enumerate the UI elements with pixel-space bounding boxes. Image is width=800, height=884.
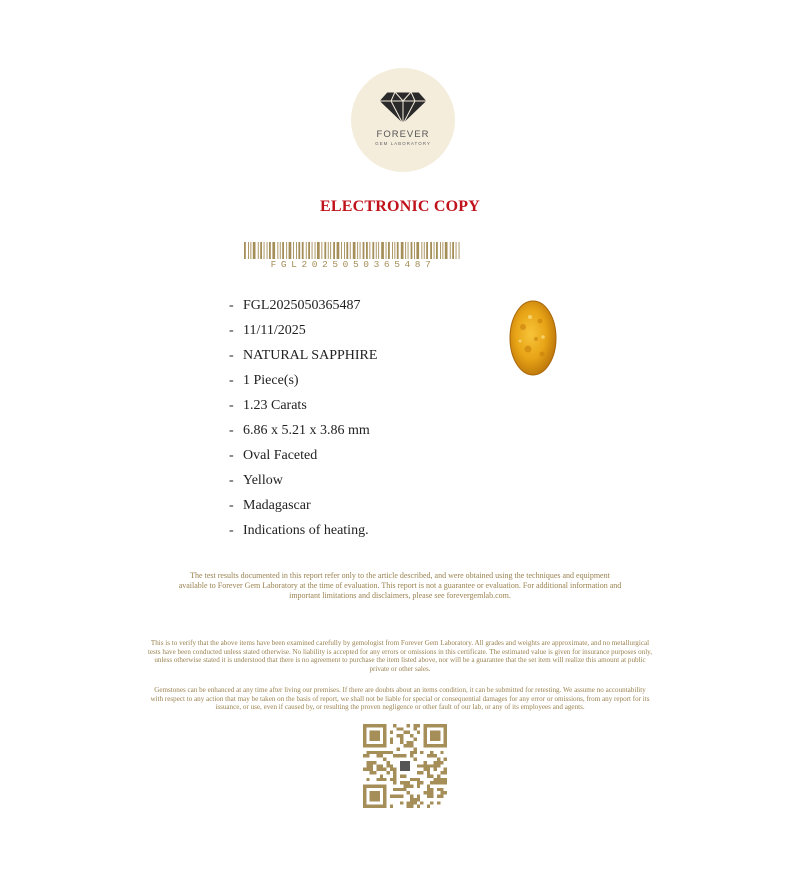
qr-module (440, 795, 443, 798)
qr-module (417, 781, 420, 784)
qr-module (366, 764, 369, 767)
qr-module (410, 798, 413, 801)
barcode-bar (315, 242, 316, 259)
qr-module (373, 771, 376, 774)
qr-module (410, 741, 413, 744)
barcode-bar (324, 242, 326, 259)
barcode-bar (456, 242, 457, 259)
barcode-bar (250, 242, 251, 259)
qr-module (413, 778, 416, 781)
qr-module (437, 764, 440, 767)
qr-module (380, 751, 383, 754)
electronic-copy-heading: ELECTRONIC COPY (320, 198, 480, 215)
barcode-bar (350, 242, 351, 259)
barcode-bar (372, 242, 374, 259)
qr-module (407, 791, 410, 794)
qr-module (393, 771, 396, 774)
qr-module (393, 778, 396, 781)
barcode-bar (434, 242, 435, 259)
qr-module (370, 771, 373, 774)
qr-center-logo (400, 761, 410, 771)
disclaimer-paragraph-1 (0, 571, 800, 602)
qr-module (440, 791, 443, 794)
qr-module (437, 758, 440, 761)
qr-module (366, 768, 369, 771)
qr-module (434, 778, 437, 781)
qr-module (410, 784, 413, 787)
qr-module (427, 764, 430, 767)
barcode-bar (360, 242, 361, 259)
barcode-bar (421, 242, 422, 259)
qr-module (420, 781, 423, 784)
barcode-bar (341, 242, 342, 259)
barcode-bar (426, 242, 428, 259)
barcode-number: FGL2025050365487 (270, 259, 436, 270)
field-value: Yellow (243, 473, 283, 488)
qr-module (407, 805, 410, 808)
qr-module (417, 771, 420, 774)
qr-module (390, 737, 393, 740)
barcode-bar (321, 242, 322, 259)
qr-module (434, 764, 437, 767)
field-separator: - (229, 398, 234, 413)
disclaimer-line: unless otherwise stated it is understood that there is no agreement to purchase the item listed above, nor will be a guarantee that the set item will realize this amount at public (154, 656, 646, 665)
qr-module (400, 788, 403, 791)
field-separator: - (229, 523, 234, 538)
qr-module (427, 795, 430, 798)
barcode-bar (272, 242, 275, 259)
qr-module (413, 748, 416, 751)
field-value: NATURAL SAPPHIRE (243, 348, 378, 363)
barcode-bar (296, 242, 297, 259)
qr-module (370, 751, 373, 754)
qr-module (437, 774, 440, 777)
logo-subtitle: GEM LABORATORY (375, 141, 431, 146)
qr-module (397, 788, 400, 791)
disclaimer-paragraph-3 (0, 686, 800, 712)
qr-module (366, 778, 369, 781)
barcode-bar (269, 242, 271, 259)
qr-module (383, 778, 386, 781)
barcode-bar (353, 242, 356, 259)
qr-module (407, 731, 410, 734)
qr-module (373, 751, 376, 754)
barcode-bar (378, 242, 379, 259)
qr-module (380, 764, 383, 767)
qr-module (417, 724, 420, 727)
qr-module (430, 774, 433, 777)
barcode-bar (264, 242, 265, 259)
barcode-bar (248, 242, 249, 259)
barcode-bar (282, 242, 284, 259)
qr-module (440, 771, 443, 774)
qr-module (390, 768, 393, 771)
qr-module (417, 784, 420, 787)
qr-module (427, 791, 430, 794)
field-separator: - (229, 498, 234, 513)
barcode-bar (289, 242, 292, 259)
qr-module (393, 781, 396, 784)
qr-module (417, 764, 420, 767)
field-value: Oval Faceted (243, 448, 318, 463)
qr-module (370, 768, 373, 771)
disclaimer-line: important limitations and disclaimers, please see forevergemlab.com. (289, 591, 511, 601)
qr-module (427, 754, 430, 757)
qr-module (444, 781, 447, 784)
qr-module (370, 764, 373, 767)
qr-module (417, 795, 420, 798)
qr-module (410, 734, 413, 737)
field-value: 1 Piece(s) (243, 373, 299, 388)
qr-module (387, 751, 390, 754)
qr-module (427, 788, 430, 791)
qr-module (444, 791, 447, 794)
barcode-bar (293, 242, 294, 259)
qr-module (390, 751, 393, 754)
qr-module (400, 774, 403, 777)
disclaimer-line: tests have been conducted unless stated otherwise. No liability is accepted for any errors or omissions in this certificate. The estimated value is given for insurance purposes only, (147, 647, 653, 656)
qr-module (366, 754, 369, 757)
barcode-bar (401, 242, 404, 259)
qr-module (430, 795, 433, 798)
barcode-bar (344, 242, 345, 259)
barcode-bar (386, 242, 387, 259)
qr-module (423, 791, 426, 794)
field-separator: - (229, 323, 234, 338)
qr-module (393, 768, 396, 771)
qr-module (434, 768, 437, 771)
qr-module (413, 737, 416, 740)
field-value: Indications of heating. (243, 523, 369, 538)
qr-module (366, 751, 369, 754)
qr-module (410, 795, 413, 798)
qr-module (380, 768, 383, 771)
barcode-bar (436, 242, 438, 259)
qr-module (440, 778, 443, 781)
barcode-bar (376, 242, 377, 259)
qr-module (440, 788, 443, 791)
qr-finder (370, 731, 380, 741)
barcode-bar (445, 242, 448, 259)
barcode-bar (244, 242, 246, 259)
qr-module (417, 805, 420, 808)
qr-module (403, 744, 406, 747)
qr-module (400, 801, 403, 804)
barcode-bar (450, 242, 451, 259)
qr-module (403, 788, 406, 791)
barcode-bar (411, 242, 413, 259)
barcode-bar (440, 242, 441, 259)
qr-module (366, 761, 369, 764)
qr-module (413, 727, 416, 730)
qr-module (400, 727, 403, 730)
qr-module (437, 761, 440, 764)
qr-module (380, 754, 383, 757)
qr-module (410, 801, 413, 804)
barcode-bar (277, 242, 278, 259)
qr-finder (370, 791, 380, 801)
qr-module (444, 778, 447, 781)
barcode-bar (302, 242, 304, 259)
qr-module (376, 764, 379, 767)
qr-module (390, 764, 393, 767)
qr-module (410, 751, 413, 754)
field-separator: - (229, 348, 234, 363)
qr-module (444, 768, 447, 771)
barcode-bar (392, 242, 393, 259)
qr-module (393, 724, 396, 727)
qr-module (373, 761, 376, 764)
barcode-bar (405, 242, 406, 259)
barcode-bar (337, 242, 340, 259)
barcode-bar (258, 242, 259, 259)
qr-module (400, 734, 403, 737)
qr-module (420, 801, 423, 804)
disclaimer-line: This is to verify that the above items have been examined carefully by gemologist from Forever Gem Laboratory. All grades and weights are approximate, and no metallurgical (150, 639, 650, 647)
barcode-bar (312, 242, 313, 259)
qr-module (440, 751, 443, 754)
qr-module (390, 741, 393, 744)
barcode-bar (424, 242, 425, 259)
barcode-bar (346, 242, 348, 259)
qr-module (400, 781, 403, 784)
qr-module (413, 801, 416, 804)
disclaimer-line: Gemstones can be enhanced at any time after living our premises. If there are doubts about an items condition, it can be submitted for retesting. We assume no accountability (154, 686, 646, 694)
qr-module (383, 768, 386, 771)
qr-code[interactable] (363, 724, 447, 808)
qr-module (397, 734, 400, 737)
barcode-bar (357, 242, 358, 259)
qr-module (413, 758, 416, 761)
barcode-bar (328, 242, 329, 259)
qr-module (444, 771, 447, 774)
qr-module (390, 731, 393, 734)
qr-module (420, 751, 423, 754)
qr-module (434, 761, 437, 764)
qr-module (376, 778, 379, 781)
qr-module (363, 754, 366, 757)
barcode-bar (414, 242, 415, 259)
qr-module (397, 727, 400, 730)
qr-module (397, 748, 400, 751)
qr-module (427, 784, 430, 787)
barcode-bar (430, 242, 432, 259)
qr-module (390, 778, 393, 781)
disclaimer-paragraph-2 (0, 639, 800, 673)
qr-module (407, 741, 410, 744)
qr-module (430, 751, 433, 754)
barcode-bar (388, 242, 390, 259)
qr-module (403, 754, 406, 757)
qr-module (397, 754, 400, 757)
qr-module (427, 774, 430, 777)
qr-module (403, 781, 406, 784)
qr-module (400, 741, 403, 744)
qr-module (400, 795, 403, 798)
qr-module (423, 768, 426, 771)
qr-module (393, 754, 396, 757)
qr-module (430, 754, 433, 757)
barcode-bar (397, 242, 399, 259)
qr-module (403, 784, 406, 787)
qr-module (380, 774, 383, 777)
qr-module (437, 788, 440, 791)
qr-module (376, 768, 379, 771)
barcode-bar (442, 242, 443, 259)
barcode-bar (267, 242, 268, 259)
qr-module (370, 761, 373, 764)
qr-module (410, 805, 413, 808)
qr-module (407, 744, 410, 747)
barcode-bar (330, 242, 331, 259)
field-value: Madagascar (243, 498, 311, 513)
barcode-bar (333, 242, 335, 259)
qr-module (440, 781, 443, 784)
qr-module (430, 788, 433, 791)
qr-module (363, 768, 366, 771)
field-value: 6.86 x 5.21 x 3.86 mm (243, 423, 370, 438)
field-value: FGL2025050365487 (243, 298, 361, 313)
qr-module (400, 737, 403, 740)
qr-finder (430, 731, 440, 741)
qr-module (383, 758, 386, 761)
qr-module (387, 764, 390, 767)
qr-module (376, 751, 379, 754)
field-separator: - (229, 448, 234, 463)
qr-module (413, 798, 416, 801)
qr-module (430, 801, 433, 804)
qr-module (413, 751, 416, 754)
disclaimer-line: private or other sales. (369, 664, 431, 673)
barcode-bar (459, 242, 460, 259)
barcode-bar (452, 242, 454, 259)
field-value: 11/11/2025 (243, 323, 306, 338)
qr-module (417, 798, 420, 801)
qr-module (407, 801, 410, 804)
logo-brand-name: FOREVER (376, 129, 430, 140)
disclaimer-line: with respect to any action that may be taken on the basis of report, we shall not be liable for special or consequential damages for any error or omissions, from any report for its (150, 694, 650, 703)
field-separator: - (229, 373, 234, 388)
barcode-bar (381, 242, 384, 259)
qr-module (393, 795, 396, 798)
qr-module (444, 758, 447, 761)
disclaimer-line: The test results documented in this report refer only to the article described, and were obtained using the techniques and equipment (190, 571, 610, 580)
field-value: 1.23 Carats (243, 398, 307, 413)
qr-module (376, 754, 379, 757)
barcode-bar (317, 242, 320, 259)
barcode-bar (286, 242, 287, 259)
qr-module (383, 751, 386, 754)
barcode-bar (253, 242, 256, 259)
field-separator: - (229, 423, 234, 438)
qr-module (400, 754, 403, 757)
qr-module (423, 764, 426, 767)
diamond-icon (377, 90, 429, 126)
qr-module (407, 724, 410, 727)
qr-module (380, 778, 383, 781)
qr-module (390, 805, 393, 808)
qr-module (410, 754, 413, 757)
barcode-bar (308, 242, 310, 259)
qr-module (437, 781, 440, 784)
barcode-bar (298, 242, 300, 259)
qr-module (440, 761, 443, 764)
qr-module (430, 781, 433, 784)
disclaimer-line: issuance, or use, even if caused by, or resulting the proven negligence or other fault of our lab, or any of its employees and agents. (215, 703, 585, 712)
qr-module (437, 795, 440, 798)
barcode-bar (306, 242, 307, 259)
qr-module (387, 771, 390, 774)
qr-module (423, 761, 426, 764)
barcode-bar (363, 242, 365, 259)
qr-module (387, 761, 390, 764)
qr-module (397, 795, 400, 798)
barcode-bar (394, 242, 395, 259)
qr-module (437, 801, 440, 804)
field-separator: - (229, 298, 234, 313)
qr-module (390, 795, 393, 798)
barcode-bar (369, 242, 370, 259)
qr-module (407, 784, 410, 787)
lab-logo (351, 68, 455, 172)
qr-module (434, 781, 437, 784)
qr-module (417, 731, 420, 734)
qr-module (420, 764, 423, 767)
qr-module (427, 768, 430, 771)
barcode-bar (260, 242, 262, 259)
barcode-bar (416, 242, 419, 259)
qr-module (413, 724, 416, 727)
qr-module (410, 744, 413, 747)
qr-module (427, 771, 430, 774)
qr-module (403, 774, 406, 777)
qr-module (410, 778, 413, 781)
gemstone-image (508, 299, 558, 377)
qr-module (434, 754, 437, 757)
qr-module (407, 781, 410, 784)
field-separator: - (229, 473, 234, 488)
barcode-bar (366, 242, 368, 259)
qr-module (417, 778, 420, 781)
qr-module (437, 778, 440, 781)
qr-module (420, 771, 423, 774)
qr-module (430, 791, 433, 794)
qr-module (393, 788, 396, 791)
barcode-bar (408, 242, 409, 259)
disclaimer-line: available to Forever Gem Laboratory at the time of evaluation. This report is not a guarantee or evaluation. For additional information and (178, 581, 622, 591)
qr-module (393, 774, 396, 777)
qr-module (403, 731, 406, 734)
barcode-bar (280, 242, 281, 259)
qr-module (427, 805, 430, 808)
qr-module (430, 764, 433, 767)
